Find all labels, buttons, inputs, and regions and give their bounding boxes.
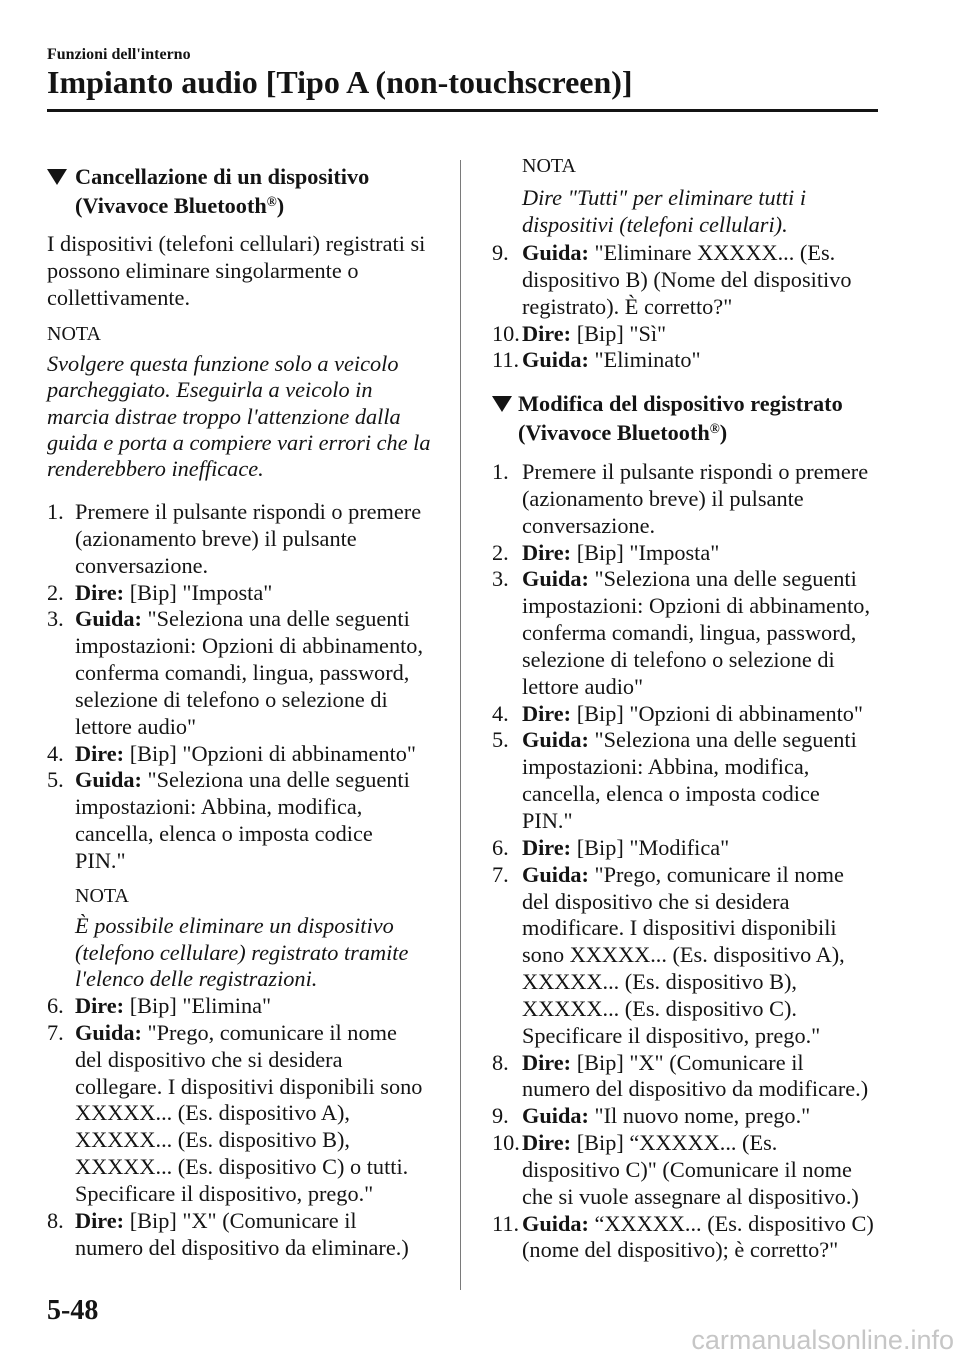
step-speaker-label: Guida: [522,347,589,373]
step-text: "Seleziona una delle seguenti [594,566,857,592]
step-text: “XXXXX... (Es. dispositivo C) [594,1210,874,1236]
step-number: 4. [47,740,64,766]
note-line: Svolgere questa funzione solo a veicolo [47,351,399,376]
step-text: Specificare il dispositivo, prego." [75,1180,374,1206]
step-line [75,606,423,633]
step-text: [Bip] "Modifica" [576,834,730,860]
step-text: (azionamento breve) il pulsante [522,485,804,511]
step-item [47,741,423,768]
step-line [75,580,423,607]
step-line [522,459,874,486]
step-line [75,660,423,687]
step-number: 5. [492,727,509,753]
note-line: marcia distrae troppo l'attenzione dalla [47,403,401,429]
step-number: 10. [492,1130,520,1156]
heading-line: Cancellazione di un dispositivo [75,164,370,189]
section-label: Funzioni dell'interno [47,46,191,63]
step-speaker-label: Guida: [522,1210,589,1236]
step-text: conferma comandi, lingua, password, [522,620,857,646]
step-line [75,1127,422,1154]
step-text: del dispositivo che si desidera [522,888,790,914]
step-line [522,1076,874,1103]
heading-text: (Vivavoce Bluetooth [75,193,267,218]
step-text: "Prego, comunicare il nome [594,861,844,887]
page-number: 5-48 [47,1295,99,1326]
step-text: "Prego, comunicare il nome [147,1019,397,1045]
step-text: numero del dispositivo da modificare.) [522,1076,869,1102]
registered-mark: ® [266,193,277,209]
step-text: XXXXX... (Es. dispositivo B), [522,969,797,995]
note-label: NOTA [522,155,576,177]
note-text [47,351,431,482]
intro-line: possono eliminare singolarmente o [47,257,359,283]
step-line [75,794,423,821]
step-item [47,993,422,1020]
step-item [492,566,874,700]
step-text: modificare. I dispositivi disponibili [522,915,837,941]
step-line [522,1130,874,1157]
step-text: impostazioni: Opzioni di abbinamento, [75,633,424,659]
step-line [522,862,874,889]
step-text: (azionamento breve) il pulsante [75,525,357,551]
heading-text: (Vivavoce Bluetooth [518,420,710,445]
step-speaker-label: Dire: [75,740,125,766]
step-speaker-label: Guida: [75,606,142,632]
step-line [522,835,874,862]
step-speaker-label: Guida: [522,861,589,887]
step-line [75,1181,422,1208]
step-speaker-label: Guida: [522,240,589,265]
step-line [75,1020,422,1047]
step-speaker-label: Dire: [522,1049,572,1075]
note-text [75,913,408,993]
step-line [75,633,423,660]
step-line [522,889,874,916]
step-number: 9. [492,1103,509,1129]
step-line [522,1237,874,1264]
step-number: 2. [47,579,64,605]
heading-line [518,418,843,447]
step-text: Premere il pulsante rispondi o premere [75,499,422,524]
steps-list [492,240,852,374]
step-line [522,754,874,781]
step-line [522,566,874,593]
note-label: NOTA [75,885,129,907]
page-title: Impianto audio [Tipo A (non-touchscreen)] [47,64,633,100]
step-number: 4. [492,700,509,726]
step-text: numero del dispositivo da eliminare.) [75,1234,409,1260]
step-text: [Bip] "Elimina" [129,993,272,1018]
step-text: collegare. I dispositivi disponibili sono [75,1073,423,1099]
step-text: [Bip] "Imposta" [129,579,273,605]
step-text: conferma comandi, lingua, password, [75,660,410,686]
step-number: 11. [492,1210,520,1236]
step-text: [Bip] "X" (Comunicare il [129,1207,357,1233]
steps-list [492,459,874,1264]
step-line [75,499,423,526]
note-line: renderebbero inefficace. [47,456,264,482]
step-text: Premere il pulsante rispondi o premere [522,459,869,484]
step-text: "Il nuovo nome, prego." [594,1103,811,1129]
step-item [47,1208,422,1262]
step-item [492,1103,874,1130]
step-text: cancella, elenca o imposta codice [75,821,373,847]
step-text: [Bip] "Opzioni di abbinamento" [129,740,417,766]
step-speaker-label: Guida: [522,727,589,753]
down-triangle-icon [492,396,512,412]
title-rule [47,109,878,112]
step-text: (nome del dispositivo); è corretto?" [522,1237,839,1263]
step-number: 2. [492,539,509,565]
heading-line [75,191,369,220]
step-text: lettore audio" [522,673,644,699]
note-line: È possibile eliminare un dispositivo [75,913,394,938]
step-number: 8. [47,1207,64,1233]
step-text: [Bip] “XXXXX... (Es. [576,1130,778,1156]
step-line [522,1050,874,1077]
step-text: cancella, elenca o imposta codice [522,781,820,807]
step-number: 3. [47,606,64,632]
step-line [522,593,874,620]
step-line [522,321,852,348]
heading-delete-device [47,162,369,220]
step-text: "Seleziona una delle seguenti [594,727,857,753]
step-text: impostazioni: Abbina, modifica, [522,754,810,780]
step-line [522,781,874,808]
intro-line: collettivamente. [47,284,191,310]
step-item [492,459,874,540]
step-item [47,767,423,874]
step-text: [Bip] "X" (Comunicare il [576,1049,804,1075]
step-text: [Bip] "Opzioni di abbinamento" [576,700,864,726]
step-number: 9. [492,240,509,265]
step-text: selezione di telefono o selezione di [522,646,835,672]
step-text: [Bip] "Imposta" [576,539,720,565]
step-speaker-label: Dire: [522,539,572,565]
step-line [522,969,874,996]
step-number: 1. [492,459,509,484]
step-speaker-label: Guida: [75,1019,142,1045]
step-speaker-label: Dire: [522,700,572,726]
step-item [492,862,874,1050]
step-speaker-label: Dire: [522,320,572,346]
intro-line: I dispositivi (telefoni cellulari) registrati si [47,231,426,256]
step-line [522,540,874,567]
step-line [522,1023,874,1050]
step-text: del dispositivo che si desidera [75,1046,343,1072]
step-line [75,714,423,741]
note-line: Dire "Tutti" per eliminare tutti i [522,185,807,210]
step-line [75,767,423,794]
step-number: 8. [492,1049,509,1075]
steps-list [47,499,423,875]
step-speaker-label: Guida: [522,566,589,592]
step-line [75,1154,422,1181]
step-line [522,294,852,321]
note-line: guida e porta a compiere vari errori che la [47,429,431,455]
step-text: XXXXX... (Es. dispositivo C) o tutti. [75,1154,409,1180]
note-text [522,184,806,238]
step-item [492,321,852,348]
heading-text: ) [719,420,728,445]
step-item [492,727,874,834]
step-text: conversazione. [75,552,209,578]
intro-paragraph [47,231,425,312]
step-text: selezione di telefono o selezione di [75,686,388,712]
steps-list [47,993,422,1261]
step-number: 6. [47,993,64,1018]
step-line [522,1157,874,1184]
step-speaker-label: Dire: [75,1207,125,1233]
step-speaker-label: Dire: [75,579,125,605]
note-line: dispositivi (telefoni cellulari). [522,212,788,237]
step-speaker-label: Guida: [522,1103,589,1129]
step-text: [Bip] "Sì" [576,320,667,346]
step-item [492,347,852,374]
step-line [522,674,874,701]
step-text: sono XXXXX... (Es. dispositivo A), [522,942,845,968]
step-line [522,486,874,513]
watermark: carmanualsonline.info [691,1325,954,1355]
step-line [75,687,423,714]
step-text: dispositivo B) (Nome del dispositivo [522,266,852,292]
step-text: che si vuole assegnare al dispositivo.) [522,1183,859,1209]
step-line [75,1074,422,1101]
step-line [75,993,422,1020]
step-line [522,808,874,835]
step-text: XXXXX... (Es. dispositivo B), [75,1127,350,1153]
step-line [75,1047,422,1074]
step-line [522,620,874,647]
step-speaker-label: Guida: [75,767,142,793]
step-line [522,347,852,374]
step-item [47,580,423,607]
step-speaker-label: Dire: [75,993,125,1018]
heading-text: ) [276,193,285,218]
step-number: 7. [47,1019,64,1045]
step-line [522,240,852,267]
step-text: Specificare il dispositivo, prego." [522,1022,821,1048]
step-line [522,1184,874,1211]
down-triangle-icon [47,169,67,185]
step-line [522,647,874,674]
note-label: NOTA [47,323,101,345]
step-line [75,526,423,553]
step-item [492,240,852,321]
step-text: "Seleziona una delle seguenti [147,767,410,793]
step-item [47,606,423,740]
step-line [75,1100,422,1127]
step-text: dispositivo C)" (Comunicare il nome [522,1156,852,1182]
step-line [75,1235,422,1262]
step-line [75,553,423,580]
step-text: registrato). È corretto?" [522,293,733,319]
step-line [522,727,874,754]
step-line [522,1103,874,1130]
step-item [492,1050,874,1104]
step-item [492,701,874,728]
step-text: impostazioni: Abbina, modifica, [75,794,363,820]
step-text: lettore audio" [75,713,197,739]
step-text: "Eliminato" [594,347,701,373]
step-line [75,848,423,875]
step-item [492,540,874,567]
step-text: "Eliminare XXXXX... (Es. [594,240,836,265]
step-line [522,1211,874,1238]
heading-modify-device [492,389,843,447]
step-text: impostazioni: Opzioni di abbinamento, [522,593,871,619]
column-divider [460,160,461,1290]
note-line: parcheggiato. Eseguirla a veicolo in [47,377,373,403]
step-item [492,835,874,862]
step-number: 6. [492,834,509,860]
step-line [522,513,874,540]
step-number: 7. [492,861,509,887]
step-line [75,821,423,848]
step-text: PIN." [522,807,573,833]
step-text: conversazione. [522,512,656,538]
step-item [492,1130,874,1211]
step-item [47,1020,422,1208]
step-line [75,741,423,768]
registered-mark: ® [709,420,720,436]
step-number: 3. [492,566,509,592]
step-speaker-label: Dire: [522,834,572,860]
step-speaker-label: Dire: [522,1130,572,1156]
note-line: (telefono cellulare) registrato tramite [75,939,409,965]
step-text: XXXXX... (Es. dispositivo A), [75,1100,350,1126]
step-number: 10. [492,320,520,346]
step-text: "Seleziona una delle seguenti [147,606,410,632]
step-number: 1. [47,499,64,524]
step-number: 5. [47,767,64,793]
step-item [492,1211,874,1265]
step-line [522,915,874,942]
heading-line: Modifica del dispositivo registrato [518,391,843,416]
step-line [522,701,874,728]
step-text: PIN." [75,847,126,873]
step-line [522,996,874,1023]
step-item [47,499,423,580]
step-line [522,942,874,969]
step-text: XXXXX... (Es. dispositivo C). [522,995,797,1021]
step-number: 11. [492,347,520,373]
step-line [522,267,852,294]
note-line: l'elenco delle registrazioni. [75,966,318,991]
step-line [75,1208,422,1235]
